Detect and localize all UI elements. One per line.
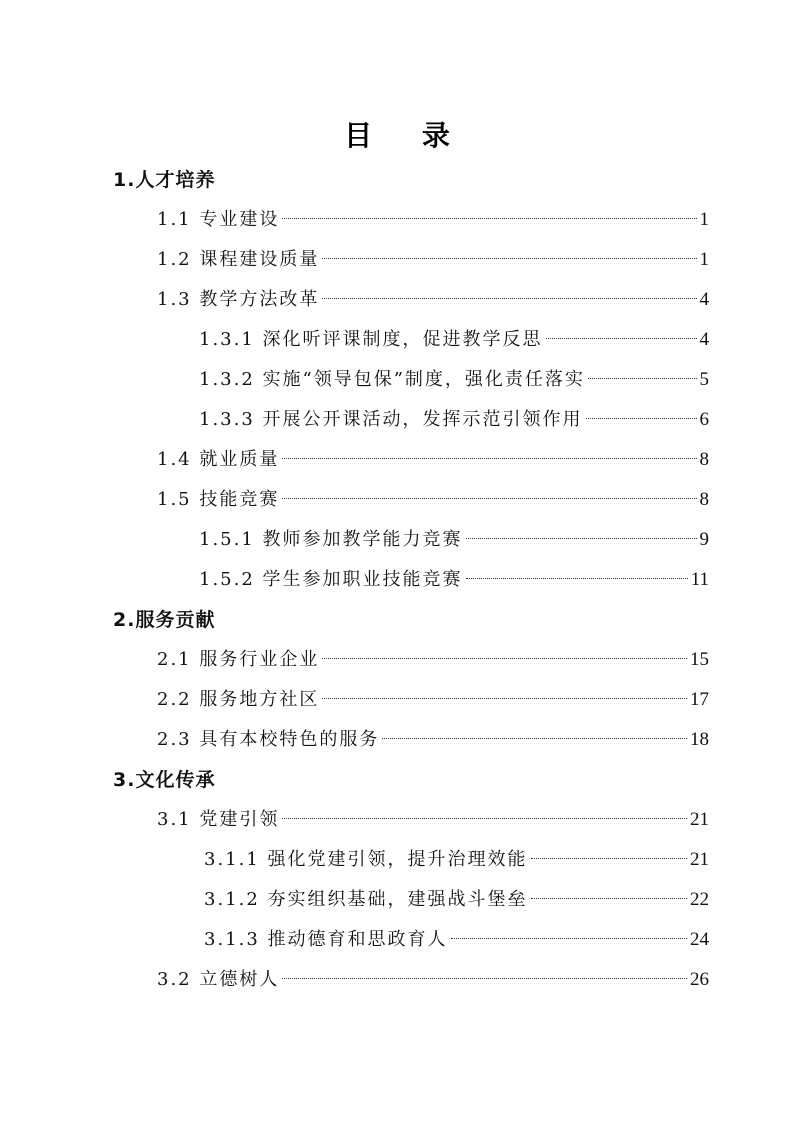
toc-entry-text: 1.4 就业质量: [157, 449, 280, 470]
toc-entry-text: 3.文化传承: [113, 769, 216, 791]
toc-entry[interactable]: [199, 400, 709, 440]
toc-entry[interactable]: [204, 840, 709, 880]
toc-dot-leader: [322, 658, 687, 659]
toc-entry[interactable]: [199, 520, 709, 560]
toc-entry[interactable]: [199, 320, 709, 360]
toc-dot-leader: [586, 418, 697, 419]
toc-dot-leader: [322, 298, 696, 299]
toc-entry[interactable]: [157, 240, 709, 280]
toc-page-number: 18: [690, 729, 709, 750]
toc-dot-leader: [382, 738, 687, 739]
toc-entry-text: 3.2 立德树人: [157, 969, 280, 990]
toc-dot-leader: [282, 458, 696, 459]
toc-dot-leader: [546, 338, 697, 339]
toc-entry-text: 2.2 服务地方社区: [157, 689, 320, 710]
toc-entry[interactable]: [157, 720, 709, 760]
toc-entry[interactable]: [157, 800, 709, 840]
toc-entry-text: 3.1.3 推动德育和思政育人: [204, 929, 448, 950]
toc-entry-text: 1.1 专业建设: [157, 209, 280, 230]
toc-entry-text: 2.1 服务行业企业: [157, 649, 320, 670]
toc-dot-leader: [451, 938, 687, 939]
toc-page-number: 6: [699, 409, 709, 430]
toc-entry-text: 3.1.1 强化党建引领，提升治理效能: [204, 849, 528, 870]
toc-entry-text: 1.2 课程建设质量: [157, 249, 320, 270]
toc-entry-text: 3.1 党建引领: [157, 809, 280, 830]
toc-section-heading[interactable]: [113, 600, 713, 640]
toc-entry[interactable]: [157, 960, 709, 1000]
toc-entry-text: 1.5 技能竞赛: [157, 489, 280, 510]
toc-entry-text: 1.3.1 深化听评课制度，促进教学反思: [199, 329, 543, 350]
toc-page-number: 15: [690, 649, 709, 670]
page-title: 目 录: [344, 119, 470, 152]
toc-page-number: 17: [690, 689, 709, 710]
toc-section-heading[interactable]: [113, 160, 713, 200]
toc-entry[interactable]: [157, 680, 709, 720]
toc-dot-leader: [466, 578, 688, 579]
toc-dot-leader: [282, 978, 687, 979]
toc-entry[interactable]: [204, 880, 709, 920]
toc-page-number: 26: [690, 969, 709, 990]
toc-dot-leader: [282, 498, 696, 499]
toc-dot-leader: [322, 698, 687, 699]
toc-page-number: 24: [690, 929, 709, 950]
toc-dot-leader: [322, 258, 696, 259]
toc-entry[interactable]: [204, 920, 709, 960]
toc-entry-text: 1.3.2 实施“领导包保”制度，强化责任落实: [199, 369, 585, 390]
toc-dot-leader: [282, 218, 696, 219]
toc-page-number: 8: [699, 489, 709, 510]
toc-page-number: 9: [699, 529, 709, 550]
toc-entry-text: 1.3 教学方法改革: [157, 289, 320, 310]
toc-page-number: 8: [699, 449, 709, 470]
toc-entry-text: 1.人才培养: [113, 169, 216, 191]
toc-dot-leader: [282, 818, 687, 819]
toc-entry-text: 2.服务贡献: [113, 609, 216, 631]
toc-page-number: 4: [699, 289, 709, 310]
toc-page-number: 22: [690, 889, 709, 910]
toc-page-number: 21: [690, 809, 709, 830]
toc-entry-text: 1.3.3 开展公开课活动，发挥示范引领作用: [199, 409, 583, 430]
toc-entry[interactable]: [199, 560, 709, 600]
toc-page-number: 1: [699, 249, 709, 270]
toc-dot-leader: [531, 898, 687, 899]
toc-entry-text: 1.5.1 教师参加教学能力竞赛: [199, 529, 463, 550]
toc-entry[interactable]: [157, 280, 709, 320]
toc-dot-leader: [466, 538, 697, 539]
toc-dot-leader: [531, 858, 687, 859]
toc-page-number: 5: [699, 369, 709, 390]
toc-entry[interactable]: [157, 440, 709, 480]
toc-entry[interactable]: [157, 640, 709, 680]
toc-section-heading[interactable]: [113, 760, 713, 800]
toc-page-number: 21: [690, 849, 709, 870]
toc-page-number: 4: [699, 329, 709, 350]
toc-dot-leader: [588, 378, 697, 379]
toc-entry-text: 2.3 具有本校特色的服务: [157, 729, 380, 750]
toc-entry-text: 3.1.2 夯实组织基础，建强战斗堡垒: [204, 889, 528, 910]
toc-page-number: 11: [690, 569, 709, 590]
toc-entry[interactable]: [199, 360, 709, 400]
toc-entry[interactable]: [157, 200, 709, 240]
toc-entry[interactable]: [157, 480, 709, 520]
toc-entry-text: 1.5.2 学生参加职业技能竞赛: [199, 569, 463, 590]
toc-page-number: 1: [699, 209, 709, 230]
